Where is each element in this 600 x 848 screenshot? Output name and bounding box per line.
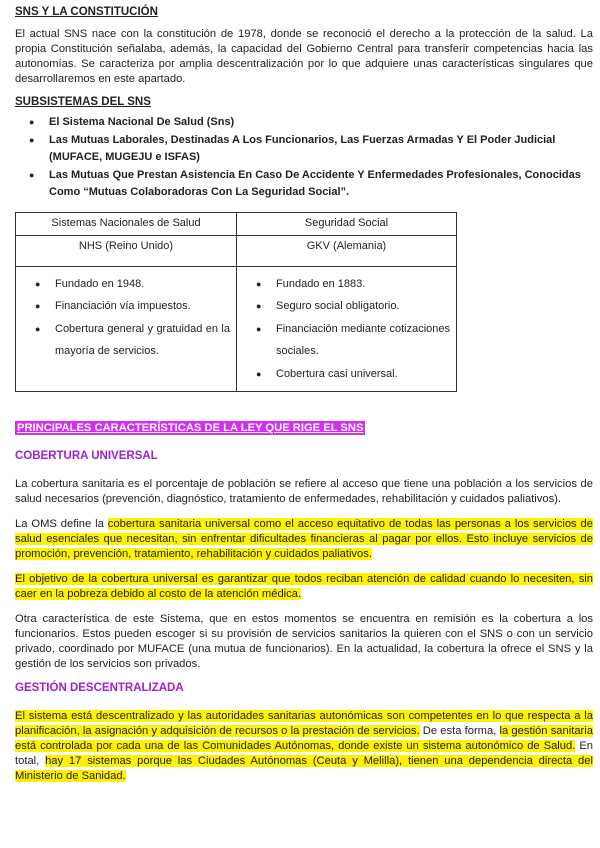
- paragraph-funcionarios: Otra característica de este Sistema, que en estos momentos se encuentra en remisión es la cobertura a los funcionarios. Estos pueden escoger si su provisión de servicios sanitarios la quieren con el SNS o con un servicio privado, coordinado por MUFACE (una mutua de funcionarios). En la actualidad, la cobertura la ofrece el SNS y la gestión de los servicios son privados.: [15, 612, 593, 670]
- subsection-title-cobertura: COBERTURA UNIVERSAL: [15, 449, 158, 462]
- table-cell-col2: [237, 266, 457, 391]
- subsection-title-gestion: GESTIÓN DESCENTRALIZADA: [15, 681, 184, 694]
- list-item: ● Cobertura general y gratuidad en la mayoría de servicios.: [55, 318, 230, 363]
- section-title-principales: PRINCIPALES CARACTERÍSTICAS DE LA LEY QUE RIGE EL SNS: [17, 421, 364, 434]
- list-item: ● Fundado en 1883.: [276, 273, 450, 296]
- gestion-text-2: En total,: [15, 739, 594, 767]
- highlight-gestion-2: la gestión sanitaria está controlada por cada una de las Comunidades Autónomas, donde existe un sistema autonómico de Salud.: [15, 724, 593, 752]
- list-item: ● Las Mutuas Laborales, Destinadas A Los Funcionarios, Las Fuerzas Armadas Y El Poder Judicial (MUFACE, MUGEJU e ISFAS): [49, 132, 593, 167]
- paragraph-objetivo: [15, 572, 593, 602]
- paragraph-constitucion: El actual SNS nace con la constitución de 1978, donde se reconoció el derecho a la protección de la salud. La propia Constitución señalaba, además, la capacidad del Gobierno Central para transferir competencias hacia las autonomías. Se caracteriza por amplia descentralización por lo que adquiere unas características singulares que desarrollaremos en este apartado.: [15, 28, 593, 85]
- highlight-oms: cobertura sanitaria universal como el acceso equitativo de todas las personas a los servicios de salud esenciales que necesitan, sin enfrentar dificultades financieras al pagar por ellos. Esto incluye servicios de promoción, prevención, tratamiento, rehabilitación y cuidados paliativos.: [15, 517, 593, 560]
- subsistemas-list: [15, 114, 593, 202]
- table-sub-col2: GKV (Alemania): [237, 235, 457, 266]
- paragraph-oms: [15, 517, 593, 562]
- list-item: ● Fundado en 1948.: [55, 273, 230, 296]
- section-title-subsistemas: SUBSISTEMAS DEL SNS: [15, 96, 151, 108]
- document-page: [15, 6, 593, 784]
- paragraph-oms-lead: La OMS define la: [15, 517, 108, 530]
- section-title-sns-constitucion: SNS Y LA CONSTITUCIÓN: [15, 6, 158, 18]
- table-sub-col1: NHS (Reino Unido): [16, 235, 237, 266]
- paragraph-cobertura-definicion: La cobertura sanitaria es el porcentaje de población se refiere al acceso que tiene una población a los servicios de salud necesarios (prevención, diagnóstico, tratamiento de enfermedades, rehabilitación y cuidados paliativos).: [15, 477, 593, 505]
- list-item: ● Financiación mediante cotizaciones sociales.: [276, 318, 450, 363]
- table-cell-col1: [16, 266, 237, 391]
- comparison-table: [15, 212, 457, 392]
- list-item: ● Las Mutuas Que Prestan Asistencia En Caso De Accidente Y Enfermedades Profesionales, Conocidas Como “Mutuas Colaboradoras Con La Seguridad Social”.: [49, 167, 593, 202]
- table-header-col1: Sistemas Nacionales de Salud: [16, 212, 237, 235]
- highlight-objetivo: El objetivo de la cobertura universal es garantizar que todos reciban atención de calidad cuando lo necesiten, sin caer en la pobreza debido al costo de la atención médica.: [15, 572, 593, 600]
- paragraph-gestion: [15, 709, 593, 784]
- table-header-col2: Seguridad Social: [237, 212, 457, 235]
- list-item: ● Financiación vía impuestos.: [55, 295, 230, 318]
- gestion-text-1: De esta forma,: [419, 724, 500, 737]
- list-item: ● El Sistema Nacional De Salud (Sns): [49, 114, 593, 132]
- principales-title-wrap: [15, 418, 593, 436]
- list-item: ● Cobertura casi universal.: [276, 363, 450, 386]
- list-item: ● Seguro social obligatorio.: [276, 295, 450, 318]
- highlight-gestion-1: El sistema está descentralizado y las autoridades sanitarias autonómicas son competentes en lo que respecta a la planificación, la asignación y adquisición de recursos o la prestación de servicios.: [15, 709, 593, 737]
- highlight-gestion-3: hay 17 sistemas porque las Ciudades Autónomas (Ceuta y Melilla), tienen una dependencia directa del Ministerio de Sanidad.: [15, 754, 593, 782]
